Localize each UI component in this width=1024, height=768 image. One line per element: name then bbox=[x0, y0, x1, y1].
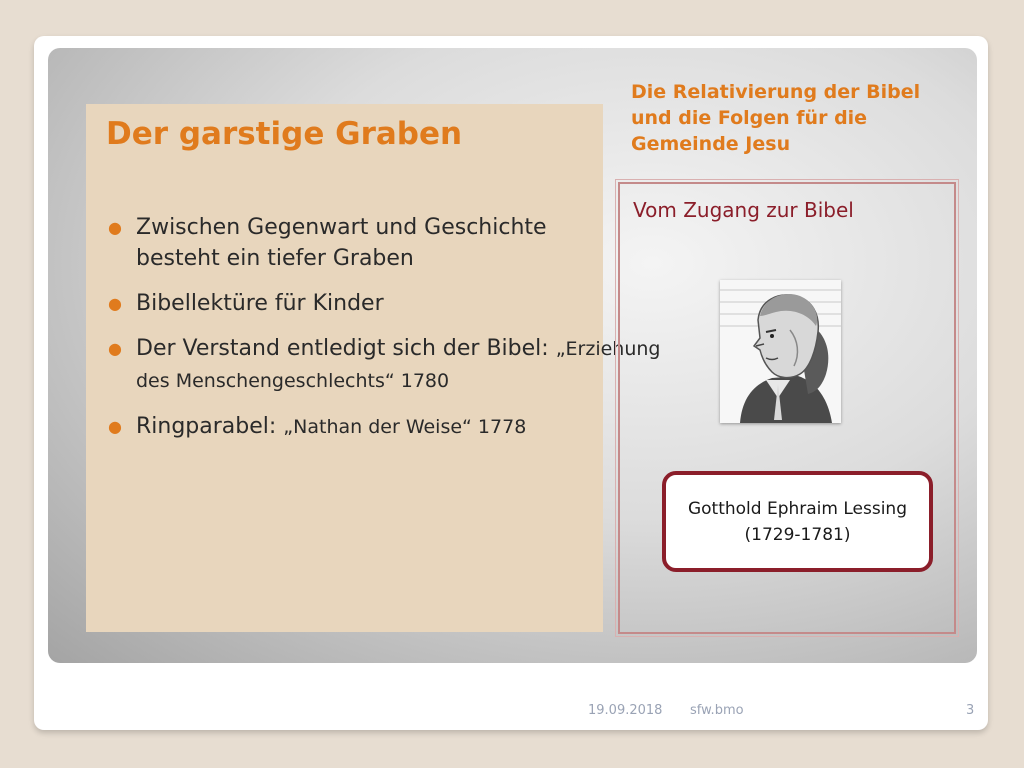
portrait-engraving bbox=[720, 280, 841, 423]
bullet-dot-icon: ● bbox=[108, 417, 122, 436]
footer-date: 19.09.2018 bbox=[588, 703, 663, 718]
bullet-dot-icon: ● bbox=[108, 218, 122, 237]
portrait-image bbox=[720, 280, 841, 423]
list-item bbox=[106, 288, 586, 319]
side-panel-title: Vom Zugang zur Bibel bbox=[633, 198, 854, 222]
bullet-list bbox=[106, 212, 661, 457]
footer-page-number: 3 bbox=[966, 703, 975, 718]
bullet-text: Zwischen Gegenwart und Geschichte besteht ein tiefer Graben bbox=[136, 215, 547, 271]
bullet-quote: „Erziehung des Menschengeschlechts“ 1780 bbox=[136, 338, 661, 392]
portrait-caption: Gotthold Ephraim Lessing (1729-1781) bbox=[687, 498, 908, 545]
bullet-text: Bibellektüre für Kinder bbox=[136, 291, 384, 316]
list-item bbox=[106, 411, 586, 443]
bullet-quote: „Nathan der Weise“ 1778 bbox=[283, 416, 527, 438]
bullet-text: Der Verstand entledigt sich der Bibel: bbox=[136, 336, 556, 361]
bullet-dot-icon: ● bbox=[108, 339, 122, 358]
bullet-text: Ringparabel: bbox=[136, 414, 284, 439]
list-item bbox=[106, 212, 586, 274]
list-item bbox=[106, 333, 661, 397]
footer-author: sfw.bmo bbox=[690, 703, 744, 718]
content-title: Der garstige Graben bbox=[106, 116, 463, 152]
slide-header-title: Die Relativierung der Bibel und die Folgen für die Gemeinde Jesu bbox=[631, 81, 921, 155]
caption-box bbox=[662, 471, 933, 572]
bullet-dot-icon: ● bbox=[108, 294, 122, 313]
